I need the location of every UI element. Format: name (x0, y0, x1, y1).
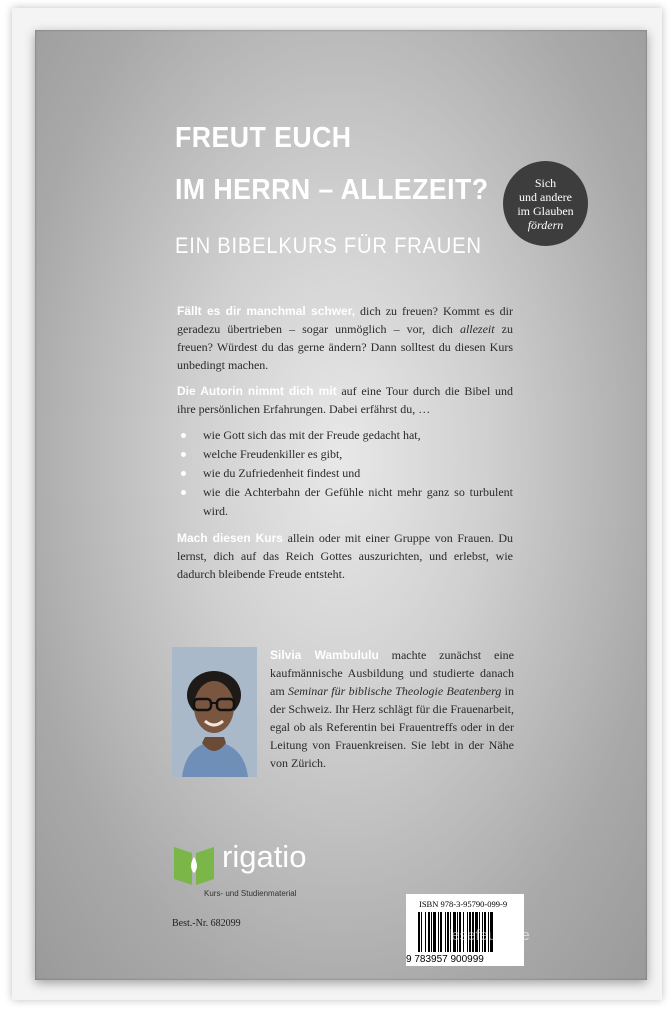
barcode-bar (418, 912, 420, 952)
badge-line-4: fördern (527, 217, 564, 232)
publisher-logo-icon (172, 843, 216, 887)
barcode-bar (425, 912, 426, 952)
barcode-bar (438, 912, 439, 952)
barcode-bar (421, 912, 422, 952)
blurb-paragraph-2: Die Autorin nimmt dich mit auf eine Tour durch die Bibel und ihre persönlichen Erfahrungen. Dabei erfährst du, … (177, 384, 514, 416)
blurb-lead-1: Fällt es dir manchmal schwer, (177, 304, 356, 318)
barcode-bar (433, 912, 436, 952)
badge-line-2: und andere (519, 189, 572, 204)
book-subtitle: EIN BIBELKURS FÜR FRAUEN (175, 233, 482, 258)
blurb-lead-3: Mach diesen Kurs (177, 531, 283, 545)
list-item: wie Gott sich das mit der Freude gedacht hat, (177, 426, 513, 445)
list-item: welche Freudenkiller es gibt, (177, 445, 513, 464)
publisher-logo (172, 839, 307, 898)
title-line-2: IM HERRN – ALLEZEIT? (175, 174, 489, 206)
author-name: Silvia Wambululu (270, 648, 379, 662)
blurb-lead-2: Die Autorin nimmt dich mit (177, 384, 337, 398)
blurb-bullet-list (177, 426, 513, 521)
author-bio: Silvia Wambululu machte zunächst eine kaufmännische Ausbildung und studierte danach am Seminar für biblische Theologie Beatenberg in der Schweiz. Ihr Herz schlägt für die Frauenarbeit, egal ob als Referentin bei Frauentreffs oder in der Leitung von Frauenkreisen. Sie lebt in der Nähe von Zürich. (270, 648, 514, 770)
series-badge (503, 161, 588, 246)
publisher-name: rigatio (222, 839, 307, 874)
blurb-text (177, 302, 513, 591)
badge-line-1: Sich (534, 175, 557, 190)
barcode-digits: 9 783957 900999 (406, 954, 484, 965)
barcode-bar (440, 912, 442, 952)
barcode-bar (428, 912, 430, 952)
isbn-number: ISBN 978-3-95790-099-9 (419, 899, 508, 909)
author-photo (172, 647, 257, 777)
barcode-bar (445, 912, 446, 952)
title-line-1: FREUT EUCH (175, 122, 352, 154)
author-portrait-image (172, 647, 257, 777)
blurb-paragraph-3: Mach diesen Kurs allein oder mit einer Gruppe von Frauen. Du lernst, dich auf das Reich Gottes auszurichten, und erlebst, wie dadurch bleibende Freude entsteht. (177, 531, 514, 581)
barcode-bar (431, 912, 432, 952)
list-item: wie die Achterbahn der Gefühle nicht mehr ganz so turbulent wird. (177, 483, 513, 521)
watermark: lesefeuer.de (448, 927, 530, 944)
blurb-paragraph-1: Fällt es dir manchmal schwer, dich zu freuen? Kommt es dir geradezu übertrieben – sogar unmöglich – vor, dich allezeit zu freuen? Würdest du das gerne ändern? Dann solltest du diesen Kurs unbedingt machen. (177, 304, 513, 372)
order-number: Best.-Nr. 682099 (172, 918, 241, 929)
list-item: wie du Zufriedenheit findest und (177, 464, 513, 483)
publisher-tagline: Kurs- und Studienmaterial (204, 889, 297, 898)
book-title (175, 112, 488, 216)
badge-line-3: im Glauben (517, 203, 574, 218)
